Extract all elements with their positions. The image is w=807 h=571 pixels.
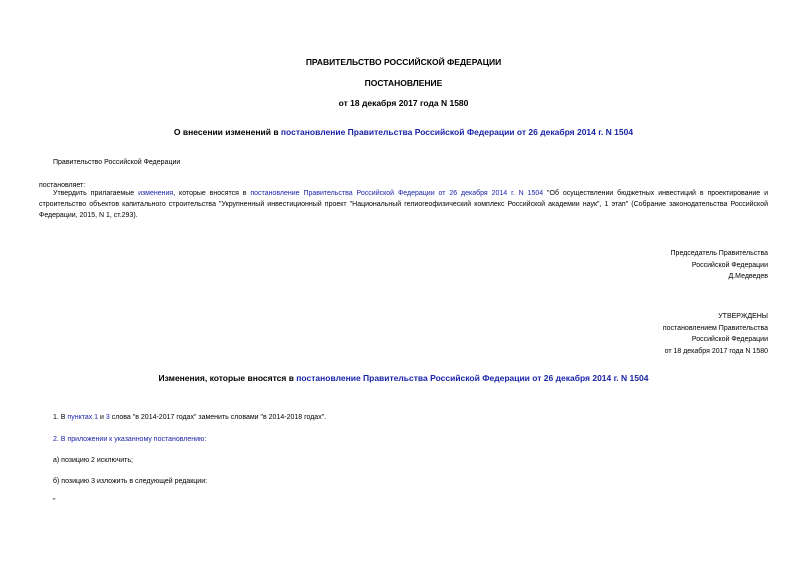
paragraph-1-part-a: Утвердить прилагаемые bbox=[53, 190, 139, 197]
approval-block bbox=[518, 311, 768, 357]
item-2-part-b: : bbox=[204, 436, 207, 443]
items-1-link[interactable]: пунктах 1 bbox=[67, 414, 99, 421]
changes-title-resolution-link[interactable]: постановление Правительства Российской Федерации от 26 декабря 2014 г. N 1504 bbox=[296, 373, 649, 383]
document-title-prefix: О внесении изменений в bbox=[173, 127, 281, 137]
item-1 bbox=[53, 412, 326, 423]
document-type-heading: ПОСТАНОВЛЕНИЕ bbox=[364, 78, 443, 88]
resolution-link[interactable]: постановление Правительства Российской Федерации от 26 декабря 2014 г. N 1504 bbox=[250, 190, 544, 197]
appendix-link[interactable]: приложении к указанному постановлению bbox=[67, 436, 205, 443]
item-2-part-a: 2. В bbox=[53, 436, 68, 443]
approval-line-1: УТВЕРЖДЕНЫ bbox=[718, 313, 768, 320]
item-2b: б) позицию 3 изложить в следующей редакции: bbox=[53, 478, 208, 485]
paragraph-1-part-c: "Об осуществлении бюджетных инвестиций в проектирование и строительство объектов капитального строительства "Укрупненный инвестиционный проект "Национальный гелиогеофизический комплекс Российской академии наук", 1 этап" (Собрание законодательства Российской Федерации, 2015, N 1, ст.293). bbox=[39, 190, 768, 219]
paragraph-1 bbox=[39, 188, 768, 221]
item-3-link[interactable]: 3 bbox=[105, 414, 110, 421]
approval-line-3: Российской Федерации bbox=[691, 336, 768, 343]
item-2a: а) позицию 2 исключить; bbox=[53, 457, 133, 464]
changes-title bbox=[0, 373, 807, 383]
government-heading: ПРАВИТЕЛЬСТВО РОССИЙСКОЙ ФЕДЕРАЦИИ bbox=[305, 57, 502, 67]
signature-block bbox=[518, 248, 768, 283]
signature-line-1: Председатель Правительства bbox=[670, 250, 768, 257]
signature-line-2: Российской Федерации bbox=[691, 261, 768, 269]
document-date-heading: от 18 декабря 2017 года N 1580 bbox=[338, 98, 469, 108]
changes-title-prefix: Изменения, которые вносятся в bbox=[158, 373, 297, 383]
document-title bbox=[0, 127, 807, 137]
item-1-part-c: слова "в 2014-2017 годах" заменить словами "в 2014-2018 годах". bbox=[109, 414, 327, 421]
signature-line-3: Д.Медведев bbox=[728, 273, 768, 280]
item-2 bbox=[53, 434, 206, 445]
approval-line-4: от 18 декабря 2017 года N 1580 bbox=[664, 347, 768, 355]
item-1-part-b: и bbox=[98, 414, 106, 421]
quote-mark: " bbox=[53, 498, 56, 505]
issuer-text: Правительство Российской Федерации bbox=[53, 159, 181, 166]
decrees-text: постановляет: bbox=[39, 182, 86, 189]
approval-line-2: постановлением Правительства bbox=[662, 324, 768, 332]
item-1-part-a: 1. В bbox=[53, 414, 68, 421]
title-resolution-link[interactable]: постановление Правительства Российской Федерации от 26 декабря 2014 г. N 1504 bbox=[280, 127, 634, 137]
changes-link[interactable]: изменения bbox=[138, 190, 174, 197]
paragraph-1-part-b: , которые вносятся в bbox=[173, 190, 251, 197]
